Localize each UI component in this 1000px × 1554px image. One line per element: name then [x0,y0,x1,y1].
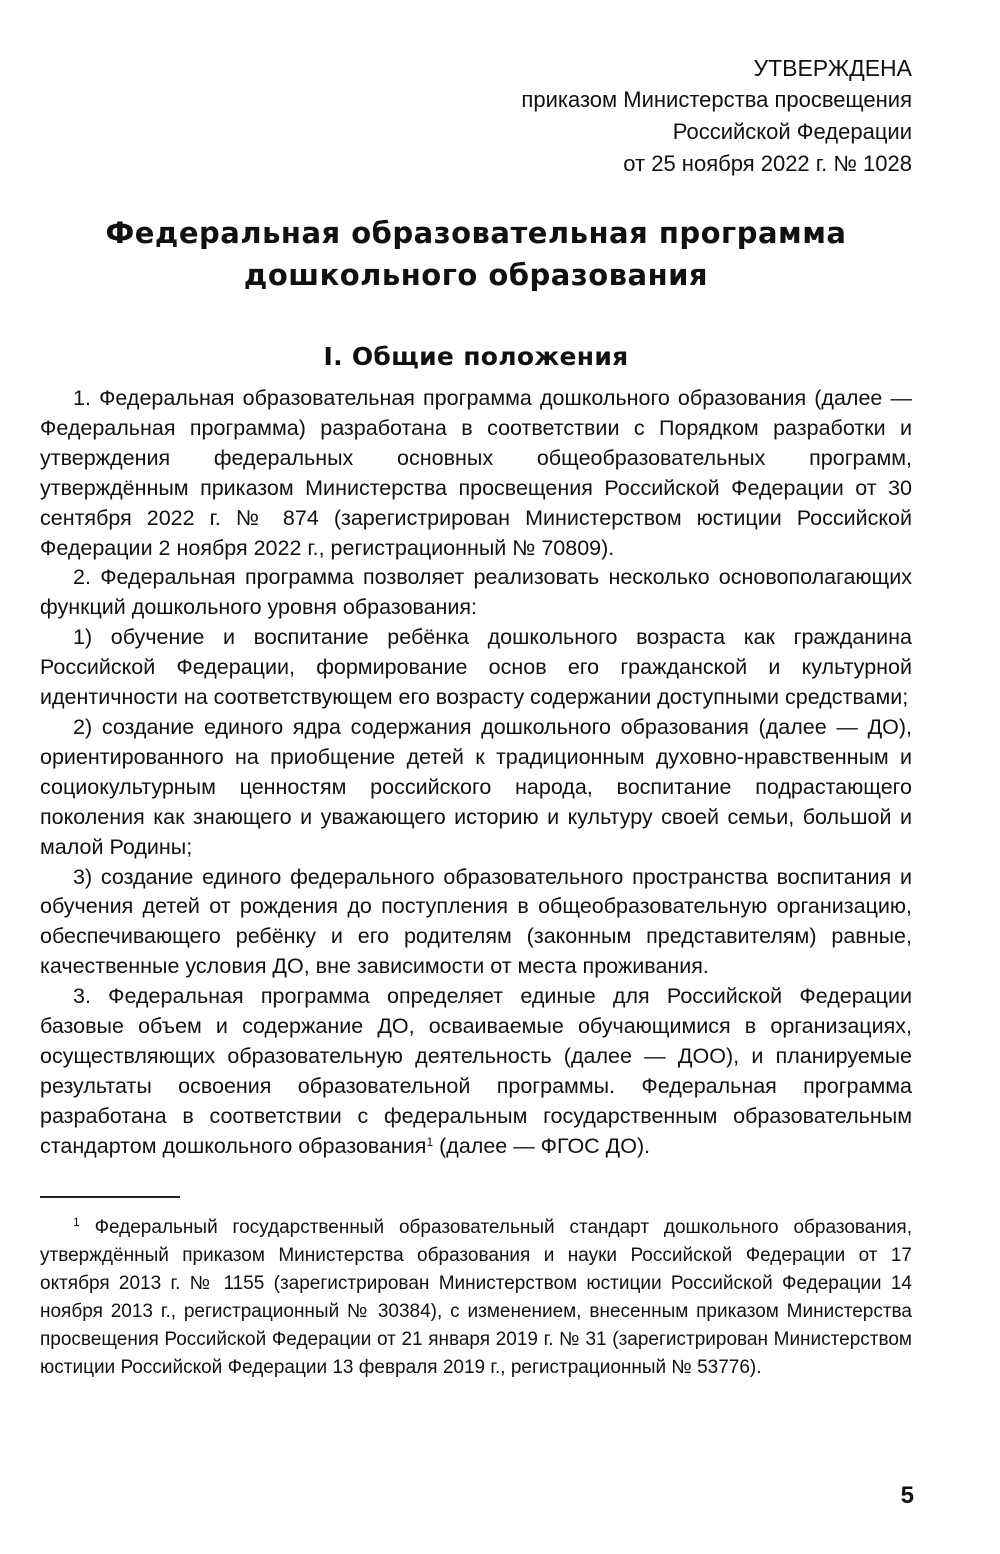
paragraph: 1. Федеральная образовательная программа дошкольного образования (далее — Федеральная программа) разработана в соответствии с Порядком разработки и утверждения федеральных основных общеобразовательных программ, утверждённым приказом Министерства просвещения Российской Федерации от 30 сентября 2022 г. № 874 (зарегистрирован Министерством юстиции Российской Федерации 2 ноября 2022 г., регистрационный № 70809). [40,386,912,560]
document-page [40,52,912,1382]
approval-date: от 25 ноября 2022 г. № 1028 [623,151,912,176]
page-number: 5 [900,1482,914,1509]
footnote-text: Федеральный государственный образовательный стандарт дошкольного образования, утверждённый приказом Министерства образования и науки Российской Федерации от 17 октября 2013 г. № 1155 (зарегистрирован Министерством юстиции Российской Федерации 14 ноября 2013 г., регистрационный № 30384), с изменением, внесенным приказом Министерства просвещения Российской Федерации от 21 января 2019 г. № 31 (зарегистрирован Министерством юстиции Российской Федерации 13 февраля 2019 г., регистрационный № 53776). [40,1216,913,1378]
document-title-line: дошкольного образования [243,258,709,292]
approval-line: Российской Федерации [672,119,912,144]
paragraph-text-end: (далее — ФГОС ДО). [439,1133,651,1158]
footnote-divider [40,1196,180,1198]
section-title: I. Общие положения [323,342,629,371]
approval-block [40,52,912,180]
document-title-line: Федеральная образовательная программа [105,216,847,250]
approval-line: приказом Министерства просвещения [521,87,912,112]
list-item: 2) создание единого ядра содержания дошкольного образования (далее — ДО), ориентированного на приобщение детей к традиционным духовно-нравственным и социокультурным ценностям российского народа, воспитание подрастающего поколения как знающего и уважающего историю и культуру своей семьи, большой и малой Родины; [40,714,912,859]
footnote-reference[interactable]: 1 [426,1134,434,1149]
document-title [40,212,912,296]
list-item: 1) обучение и воспитание ребёнка дошкольного возраста как гражданина Российской Федерации, формирование основ его гражданской и культурной идентичности на соответствующем его возрасту содержании доступными средствами; [40,625,912,710]
approval-title: УТВЕРЖДЕНА [753,55,912,81]
paragraph [40,982,912,1161]
footnote [40,1214,912,1382]
list-item: 3) создание единого федерального образовательного пространства воспитания и обучения детей от рождения до поступления в общеобразовательную организацию, обеспечивающего ребёнку и его родителям (законным представителям) равные, качественные условия ДО, вне зависимости от места проживания. [40,864,912,979]
footnote-mark: 1 [73,1214,80,1229]
section-body [40,384,912,1162]
paragraph-text: 3. Федеральная программа определяет единые для Российской Федерации базовые объем и содержание ДО, осваиваемые обучающимися в организациях, осуществляющих образовательную деятельность (далее — ДОО), и планируемые результаты освоения образовательной программы. Федеральная программа разработана в соответствии с федеральным государственным образовательным стандартом дошкольного образования [40,984,912,1158]
paragraph: 2. Федеральная программа позволяет реализовать несколько основополагающих функций дошкольного уровня образования: [40,565,912,620]
